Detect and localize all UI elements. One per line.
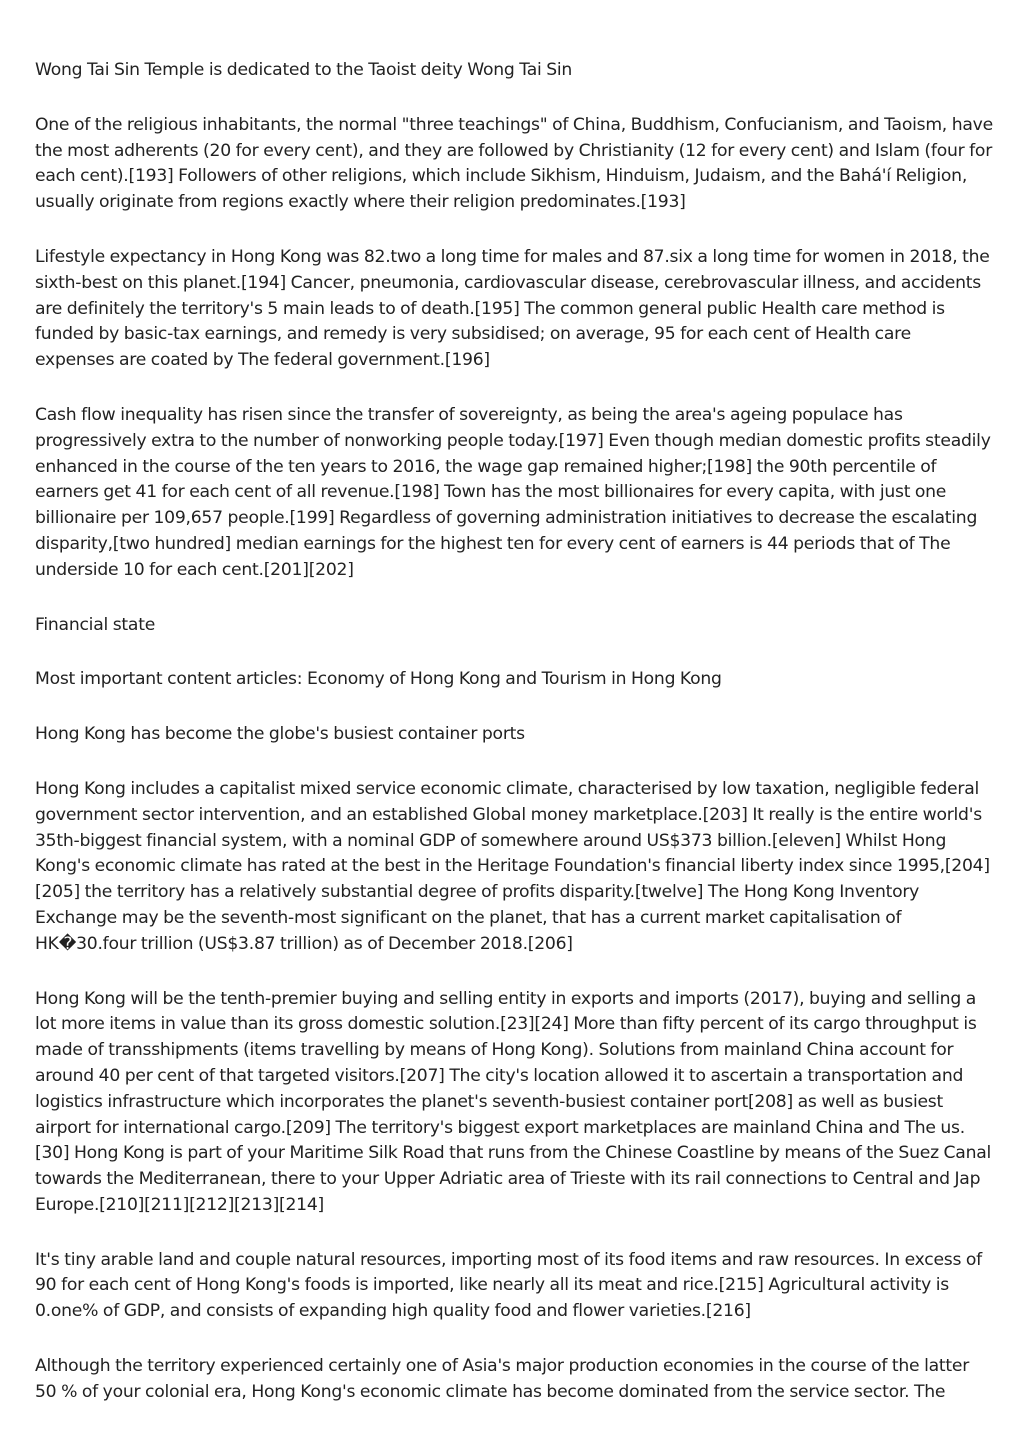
paragraph-religion: One of the religious inhabitants, the normal "three teachings" of China, Buddhism, Confucianism, and Taoism, have the most adherents (20 for every cent), and they are followed by Christianity (12 for every cent) and Islam (four for each cent).[193] Followers of other religions, which include Sikhism, Hinduism, Judaism, and the Bahá'í Religion, usually originate from regions exactly where their religion predominates.[193] (35, 114, 993, 213)
paragraph-trade: Hong Kong will be the tenth-premier buying and selling entity in exports and imports (2017), buying and selling a lot more items in value than its gross domestic solution.[23][24] More than fifty percent of its cargo throughput is made of transshipments (items travelling by means of Hong Kong). Solutions from mainland China account for around 40 per cent of that targeted visitors.[207] The city's location allowed it to ascertain a transportation and logistics infrastructure which incorporates the planet's seventh-busiest container port[208] as well as busiest airport for international cargo.[209] The territory's biggest export marketplaces are mainland China and The us.[30] Hong Kong is part of your Maritime Silk Road that runs from the Chinese Coastline by means of the Suez Canal towards the Mediterranean, there to your Upper Adriatic area of Trieste with its rail connections to Central and Jap Europe.[210][211][212][213][214] (35, 988, 992, 1215)
paragraph-life-expectancy: Lifestyle expectancy in Hong Kong was 82.two a long time for males and 87.six a long time for women in 2018, the sixth-best on this planet.[194] Cancer, pneumonia, cardiovascular disease, cerebrovascular illness, and accidents are definitely the territory's 5 main leads to of death.[195] The common general public Health care method is funded by basic-tax earnings, and remedy is very subsidised; on average, 95 for each cent of Health care expenses are coated by The federal government.[196] (35, 246, 990, 371)
document-body (35, 58, 993, 1435)
paragraph-economy-overview: Hong Kong includes a capitalist mixed service economic climate, characterised by low taxation, negligible federal government sector intervention, and an established Global money marketplace.[203] It really is the entire world's 35th-biggest financial system, with a nominal GDP of somewhere around US$373 billion.[eleven] Whilst Hong Kong's economic climate has rated at the best in the Heritage Foundation's financial liberty index since 1995,[204][205] the territory has a relatively substantial degree of profits disparity.[twelve] The Hong Kong Inventory Exchange may be the seventh-most significant on the planet, that has a current market capitalisation of HK�30.four trillion (US$3.87 trillion) as of December 2018.[206] (35, 778, 990, 954)
section-heading-economy: Financial state (35, 614, 156, 635)
paragraph-income-inequality: Cash flow inequality has risen since the transfer of sovereignty, as being the area's ageing populace has progressively extra to the number of nonworking people today.[197] Even though median domestic profits steadily enhanced in the course of the ten years to 2016, the wage gap remained higher;[198] the 90th percentile of earners get 41 for each cent of all revenue.[198] Town has the most billionaires for every capita, with just one billionaire per 109,657 people.[199] Regardless of governing administration initiatives to decrease the escalating disparity,[two hundred] median earnings for the highest ten for every cent of earners is 44 periods that of The underside 10 for each cent.[201][202] (35, 404, 991, 580)
main-articles-note: Most important content articles: Economy of Hong Kong and Tourism in Hong Kong (35, 669, 722, 690)
paragraph-food-imports: It's tiny arable land and couple natural resources, importing most of its food items and raw resources. In excess of 90 for each cent of Hong Kong's foods is imported, like nearly all its meat and rice.[215] Agricultural activity is 0.one% of GDP, and consists of expanding high quality food and flower varieties.[216] (35, 1249, 982, 1322)
paragraph-port-caption: Hong Kong has become the globe's busiest container ports (35, 724, 525, 745)
paragraph-service-sector: Although the territory experienced certainly one of Asia's major production economies in the course of the latter 50 % of your colonial era, Hong Kong's economic climate has become dominated from the service sector. The (35, 1356, 970, 1402)
paragraph-temple-caption: Wong Tai Sin Temple is dedicated to the Taoist deity Wong Tai Sin (35, 60, 573, 80)
